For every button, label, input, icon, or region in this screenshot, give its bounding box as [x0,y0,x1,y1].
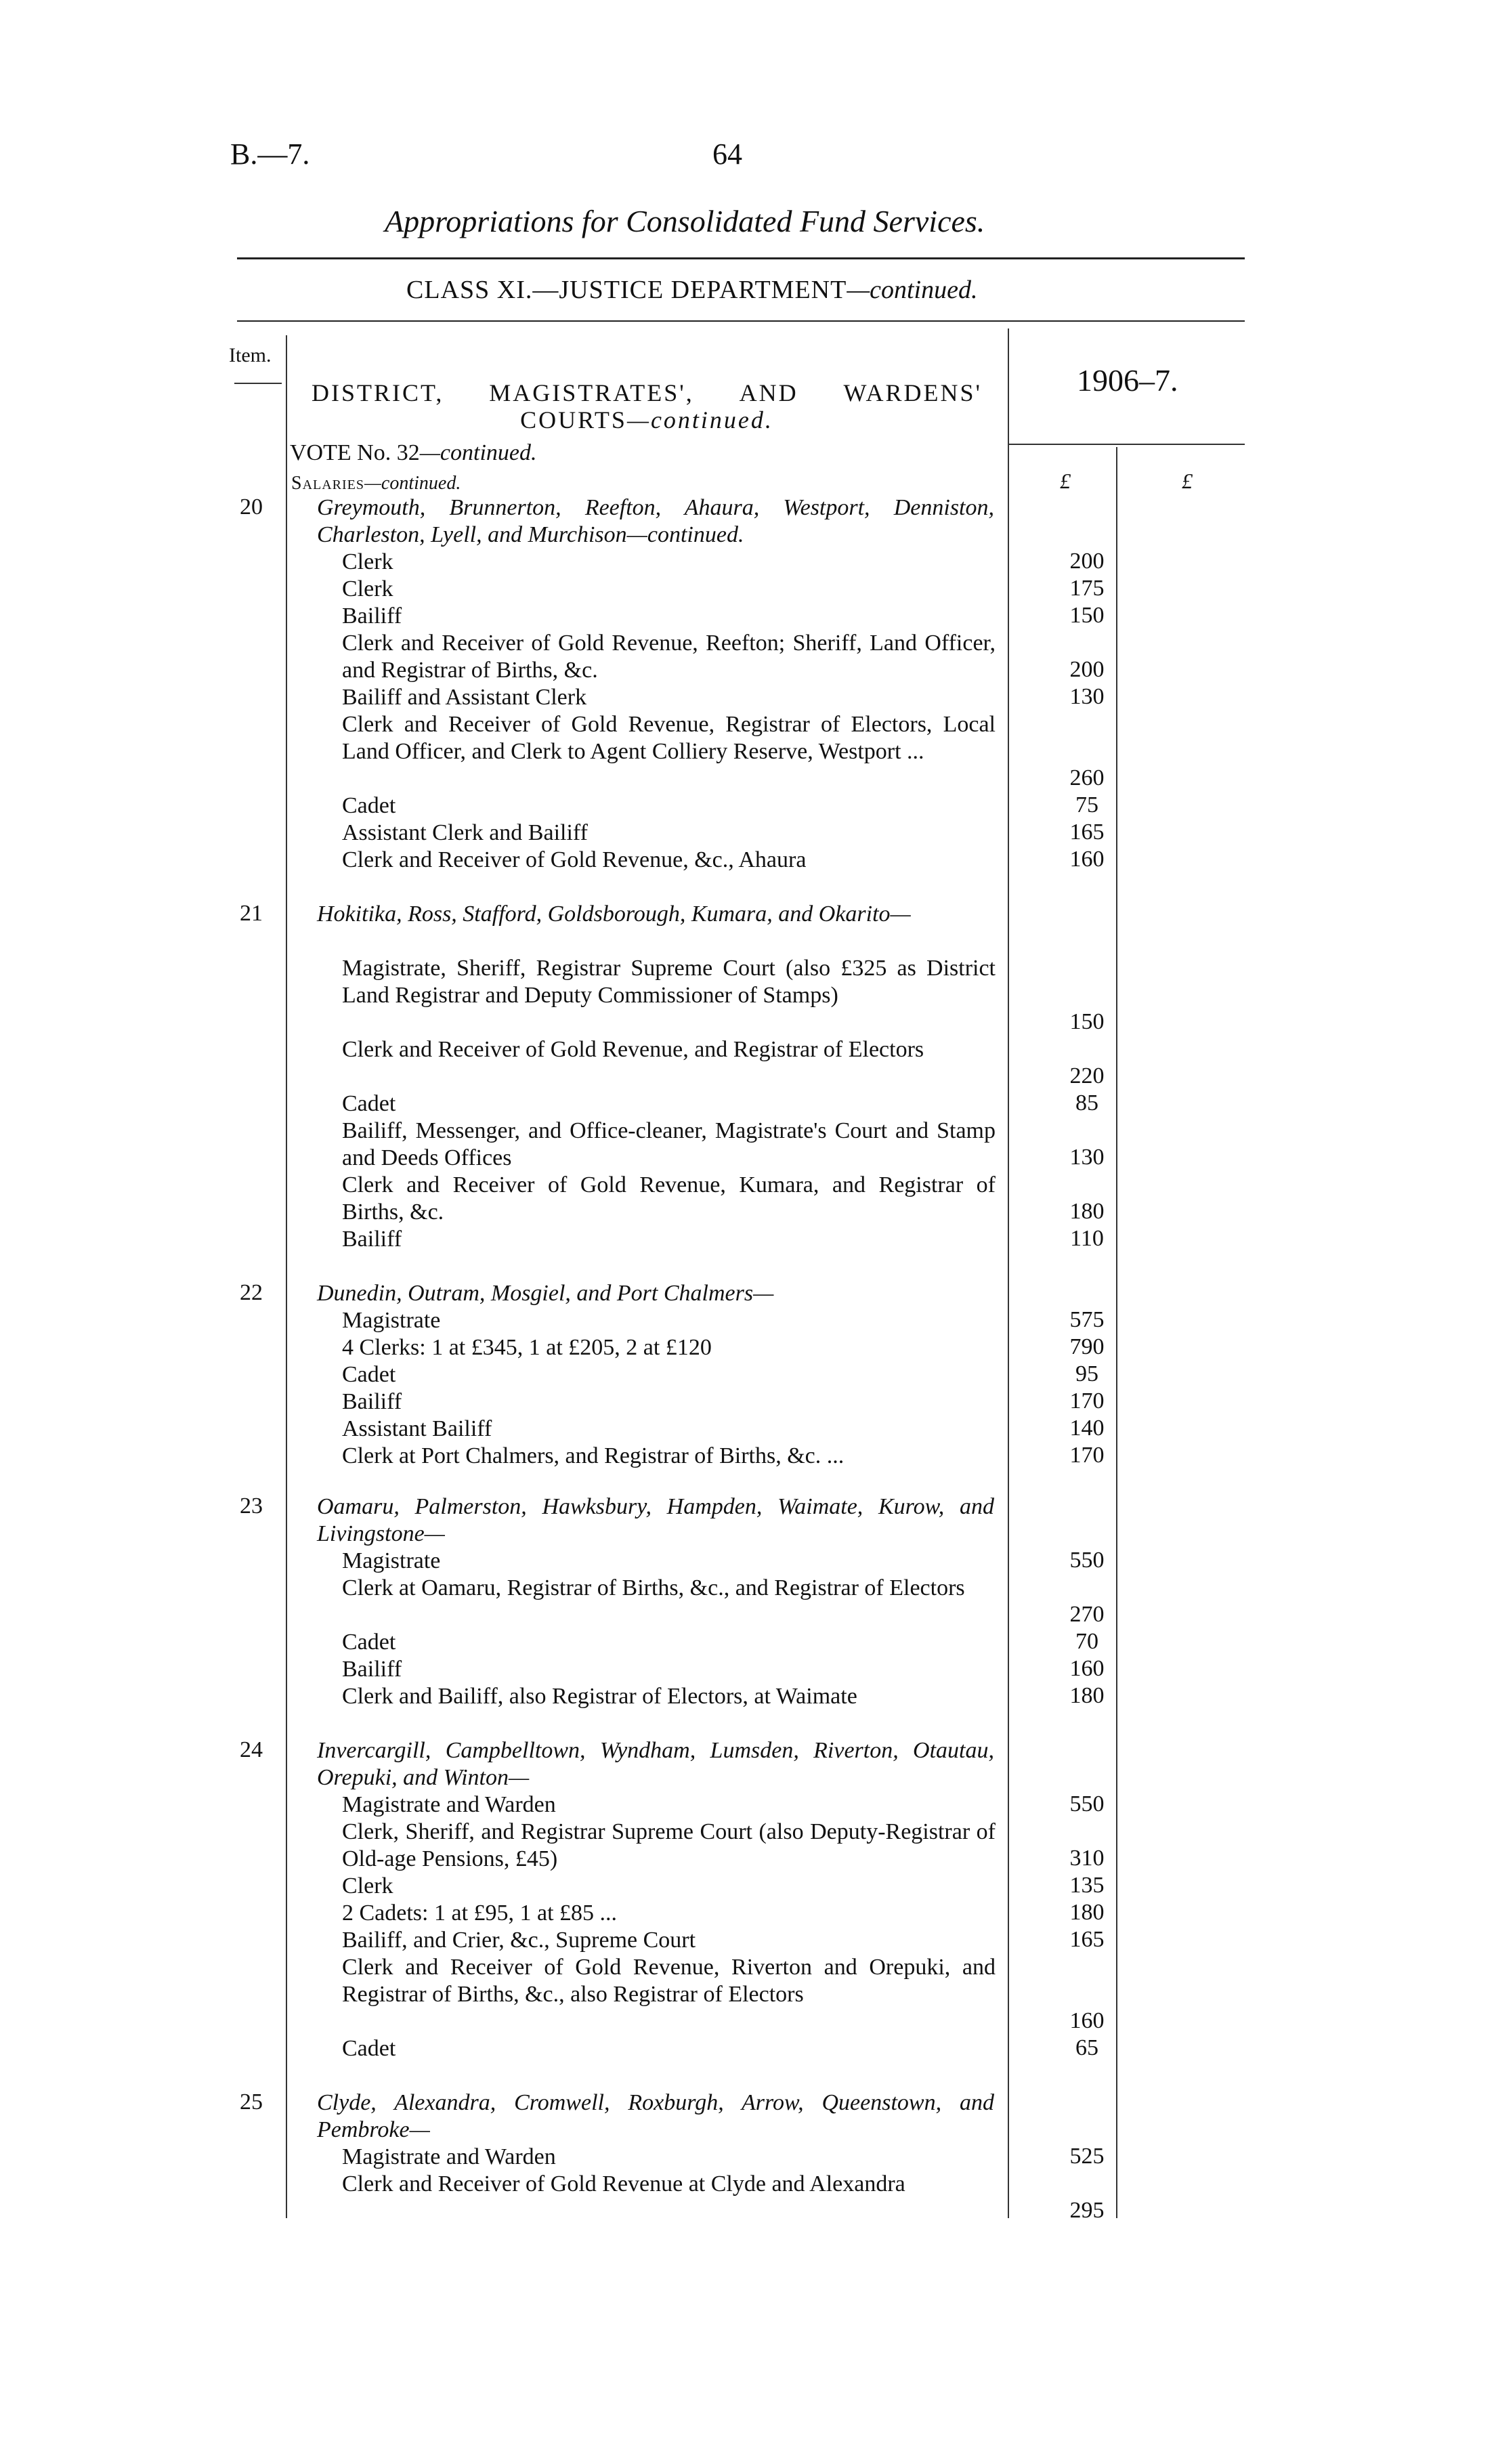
line-item [342,1819,996,1873]
item-number: 22 [240,1280,263,1305]
line-item-description: Clerk [342,576,393,601]
line-item-description: Clerk at Port Chalmers, and Registrar of Births, &c. ... [342,1443,845,1468]
line-item-amount: 130 [1069,684,1105,709]
year-heading: 1906–7. [1077,363,1178,398]
line-item-amount: 85 [1075,1090,1098,1116]
line-item-description: Bailiff and Assistant Clerk [342,685,587,710]
line-item-amount: 75 [1075,792,1098,817]
line-item-amount: 165 [1069,820,1105,845]
currency-symbol-left: £ [1060,469,1071,493]
line-item-description: Clerk and Receiver of Gold Revenue, Registrar of Electors, Local Land Officer, and Clerk to Agent Colliery Reserve, Westport ... [342,712,996,764]
line-item-description: Cadet [342,1630,396,1655]
line-item [342,630,996,684]
line-item-amount: 220 [1069,1063,1105,1088]
item-column-dash [234,383,282,384]
line-item [342,576,996,603]
line-item-amount: 150 [1069,603,1105,628]
line-item-description: Clerk at Oamaru, Registrar of Births, &c., and Registrar of Electors [342,1575,965,1600]
line-item-amount: 150 [1069,1009,1105,1034]
line-item-amount: 790 [1069,1334,1105,1359]
line-item [342,1629,996,1656]
vote-number: VOTE No. 32 [290,440,420,465]
vote-continued: —continued. [419,440,537,465]
line-item-amount: 160 [1069,847,1105,872]
salaries-text: Salaries [291,473,365,494]
line-item [342,955,996,1036]
class-title [406,275,977,305]
district-heading-line1 [312,379,982,406]
line-item-description: Clerk and Receiver of Gold Revenue, Kumara, and Registrar of Births, &c. [342,1172,996,1225]
line-item-description: Cadet [342,2036,396,2061]
line-item-amount: 550 [1069,1548,1105,1573]
line-item-description: Cadet [342,793,396,818]
line-item [342,1307,996,1334]
line-item-description: Magistrate, Sheriff, Registrar Supreme Court (also £325 as District Land Registrar and Deputy Commissioner of Stamps) [342,956,996,1008]
line-item [342,1873,996,1900]
line-item [342,1927,996,1954]
line-item [342,820,996,847]
line-item [342,847,996,874]
line-item-amount: 140 [1069,1416,1105,1441]
line-item-description: Magistrate and Warden [342,1792,556,1817]
line-item-description: Clerk and Receiver of Gold Revenue, and Registrar of Electors [342,1037,924,1062]
line-item-amount: 525 [1069,2144,1105,2169]
item-heading: Clyde, Alexandra, Cromwell, Roxburgh, Arrow, Queenstown, and Pembroke— [317,2090,994,2142]
line-item-amount: 180 [1069,1683,1105,1708]
class-rule [237,320,1245,322]
line-item [342,1791,996,1819]
line-item-amount: 550 [1069,1791,1105,1817]
item-number: 25 [240,2089,263,2115]
page-id: B.—7. [230,137,310,171]
line-item-amount: 65 [1075,2035,1098,2060]
salaries-continued: —continued. [364,473,461,494]
page-subtitle: Appropriations for Consolidated Fund Services. [385,204,985,238]
line-item-description: Bailiff [342,1657,402,1682]
line-item-description: Magistrate [342,1308,441,1333]
line-item-description: 4 Clerks: 1 at £345, 1 at £205, 2 at £120 [342,1335,712,1360]
line-item-amount: 175 [1069,576,1105,601]
line-item-amount: 180 [1069,1199,1105,1224]
line-item [342,711,996,792]
heading-word: AND [739,379,798,406]
line-item-description: Bailiff [342,1389,402,1414]
year-underline [1008,444,1245,445]
line-item [342,549,996,576]
line-item [342,1548,996,1575]
line-item-amount: 260 [1069,765,1105,790]
district-heading-line2 [312,406,982,433]
line-item-description: Assistant Clerk and Bailiff [342,820,588,845]
top-rule [237,257,1245,259]
line-item-amount: 310 [1069,1846,1105,1871]
item-number: 21 [240,901,263,926]
line-item [342,1443,996,1470]
item-heading: Dunedin, Outram, Mosgiel, and Port Chalmers— [317,1281,774,1306]
line-item-amount: 160 [1069,1656,1105,1681]
page-number: 64 [712,137,742,171]
line-item-amount: 170 [1069,1443,1105,1468]
item-divider [286,335,287,2218]
currency-symbol-right: £ [1182,469,1193,493]
line-item-description: Clerk and Receiver of Gold Revenue, &c., Ahaura [342,847,807,872]
line-item [342,1656,996,1683]
line-item-description: Clerk [342,1873,393,1898]
heading-word: WARDENS' [843,379,982,406]
line-item-description: Bailiff [342,1227,402,1252]
item-number: 23 [240,1493,263,1518]
line-item-description: Clerk and Receiver of Gold Revenue at Clyde and Alexandra [342,2171,905,2196]
line-item-description: Clerk, Sheriff, and Registrar Supreme Court (also Deputy-Registrar of Old-age Pensions, £45) [342,1819,996,1871]
line-item-description: Magistrate [342,1548,441,1573]
item-heading: Hokitika, Ross, Stafford, Goldsborough, Kumara, and Okarito— [317,901,911,927]
line-item [342,1036,996,1090]
line-item [342,1118,996,1172]
line-item-amount: 110 [1070,1226,1104,1251]
item-number: 20 [240,494,263,519]
line-item-description: Clerk and Bailiff, also Registrar of Electors, at Waimate [342,1684,857,1709]
line-item [342,603,996,630]
line-item-amount: 270 [1069,1602,1105,1627]
line-item-amount: 130 [1069,1145,1105,1170]
line-item [342,1388,996,1416]
line-item-amount: 170 [1069,1388,1105,1414]
line-item [342,684,996,711]
line-item [342,2171,996,2225]
class-title-suffix: —continued. [847,276,978,304]
item-heading: Oamaru, Palmerston, Hawksbury, Hampden, Waimate, Kurow, and Livingstone— [317,1494,994,1546]
line-item [342,1172,996,1226]
line-item [342,2144,996,2171]
line-item-amount: 70 [1075,1629,1098,1654]
line-item-description: Cadet [342,1362,396,1387]
line-item [342,1226,996,1253]
heading-word: MAGISTRATES', [489,379,694,406]
line-item [342,1361,996,1388]
line-item-amount: 295 [1069,2198,1105,2223]
line-item-description: 2 Cadets: 1 at £95, 1 at £85 ... [342,1900,618,1926]
line-item-description: Bailiff, and Crier, &c., Supreme Court [342,1928,696,1953]
line-item-description: Bailiff [342,603,402,629]
heading-courts: COURTS [520,406,627,433]
line-item-description: Clerk [342,549,393,574]
line-item [342,1954,996,2035]
line-item-amount: 160 [1069,2008,1105,2033]
class-title-text: CLASS XI.—JUSTICE DEPARTMENT [406,276,847,304]
district-heading [312,379,982,433]
line-item-amount: 575 [1069,1307,1105,1332]
line-item [342,2035,996,2062]
line-item-amount: 135 [1069,1873,1105,1898]
vote-label [290,440,537,466]
line-item [342,1090,996,1118]
line-item [342,1416,996,1443]
item-column-label: Item. [229,344,272,366]
line-item-description: Magistrate and Warden [342,2144,556,2169]
item-number: 24 [240,1737,263,1762]
line-item [342,792,996,820]
line-item-amount: 165 [1069,1927,1105,1952]
line-item [342,1900,996,1927]
line-item-amount: 200 [1069,657,1105,682]
line-item-description: Assistant Bailiff [342,1416,492,1441]
line-item-amount: 200 [1069,549,1105,574]
amount-left-divider [1008,328,1009,2218]
line-item-description: Cadet [342,1091,396,1116]
salaries-label [291,473,461,494]
item-heading: Invercargill, Campbelltown, Wyndham, Lumsden, Riverton, Otautau, Orepuki, and Winton— [317,1738,994,1790]
line-item [342,1334,996,1361]
heading-continued: —continued. [626,406,773,433]
line-item-description: Clerk and Receiver of Gold Revenue, Reefton; Sheriff, Land Officer, and Registrar of Births, &c. [342,631,996,683]
line-item-description: Clerk and Receiver of Gold Revenue, Riverton and Orepuki, and Registrar of Births, &c., also Registrar of Electors [342,1955,996,2007]
line-item-description: Bailiff, Messenger, and Office-cleaner, Magistrate's Court and Stamp and Deeds Offices [342,1118,996,1170]
line-item-amount: 95 [1075,1361,1098,1386]
item-heading: Greymouth, Brunnerton, Reefton, Ahaura, Westport, Denniston, Charleston, Lyell, and Murchison—continued. [317,495,994,547]
heading-word: DISTRICT, [312,379,444,406]
line-item [342,1683,996,1710]
line-item [342,1575,996,1629]
line-item-amount: 180 [1069,1900,1105,1925]
